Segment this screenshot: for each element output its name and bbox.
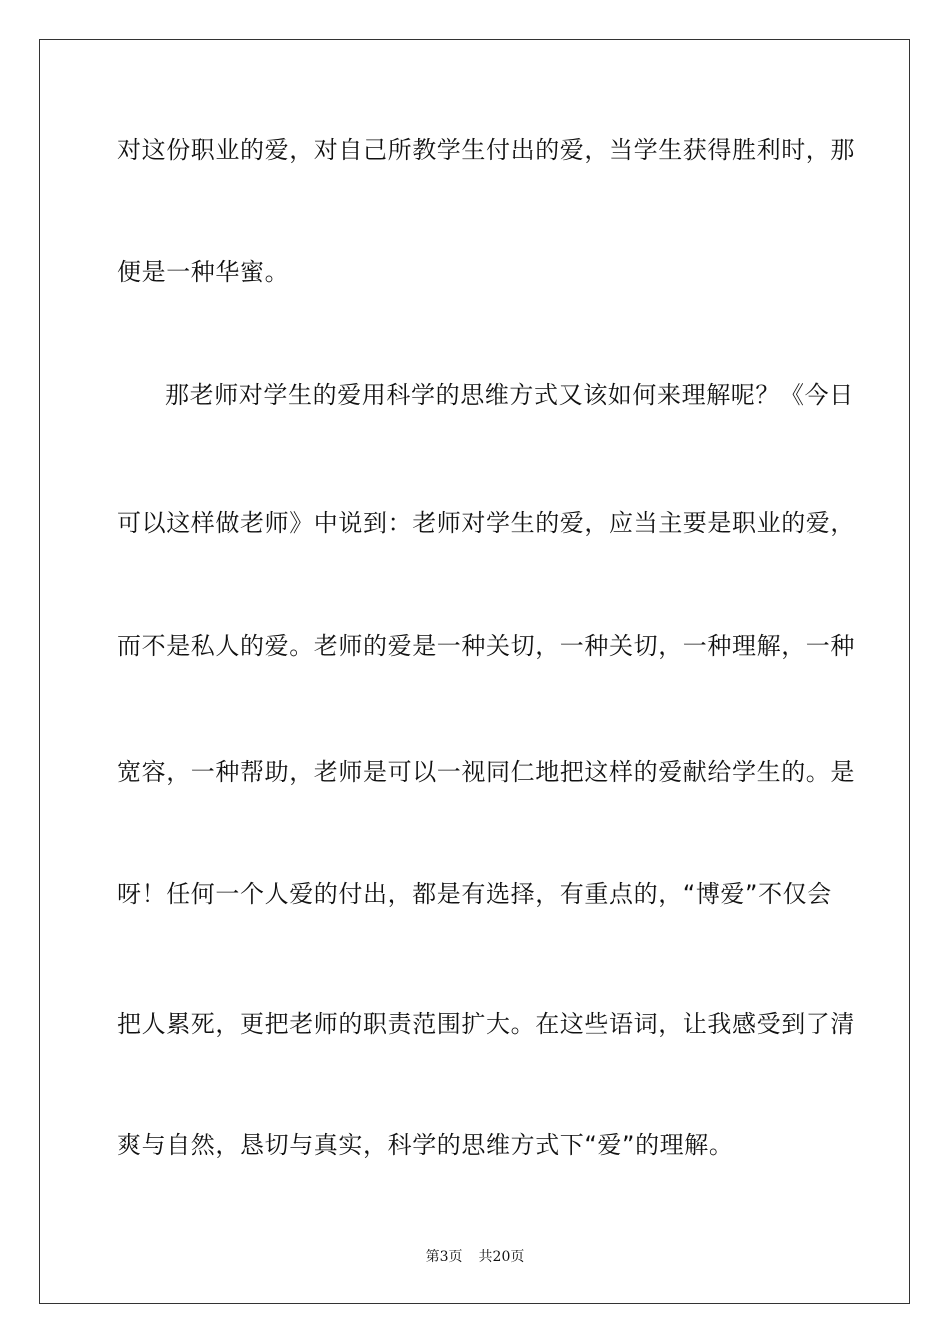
page-footer xyxy=(0,1248,950,1266)
page-number: 第3页 xyxy=(425,1249,463,1265)
paragraph-line: 宽容，一种帮助，老师是可以一视同仁地把这样的爱献给学生的。是 xyxy=(117,758,855,786)
paragraph-line: 可以这样做老师》中说到：老师对学生的爱，应当主要是职业的爱， xyxy=(117,509,855,537)
total-pages: 共20页 xyxy=(478,1249,525,1265)
paragraph-line: 呀！任何一个人爱的付出，都是有选择，有重点的，“博爱”不仅会 xyxy=(117,880,832,908)
paragraph-line: 而不是私人的爱。老师的爱是一种关切，一种关切，一种理解，一种 xyxy=(117,632,855,660)
paragraph-line: 爽与自然，恳切与真实，科学的思维方式下“爱”的理解。 xyxy=(117,1131,734,1159)
paragraph-line: 把人累死，更把老师的职责范围扩大。在这些语词，让我感受到了清 xyxy=(117,1010,855,1038)
page-frame xyxy=(39,39,910,1304)
paragraph-line: 便是一种华蜜。 xyxy=(117,258,290,286)
paragraph-line: 对这份职业的爱，对自己所教学生付出的爱，当学生获得胜利时，那 xyxy=(117,136,855,164)
paragraph-line-indented: 那老师对学生的爱用科学的思维方式又该如何来理解呢？《今日 xyxy=(165,381,854,409)
